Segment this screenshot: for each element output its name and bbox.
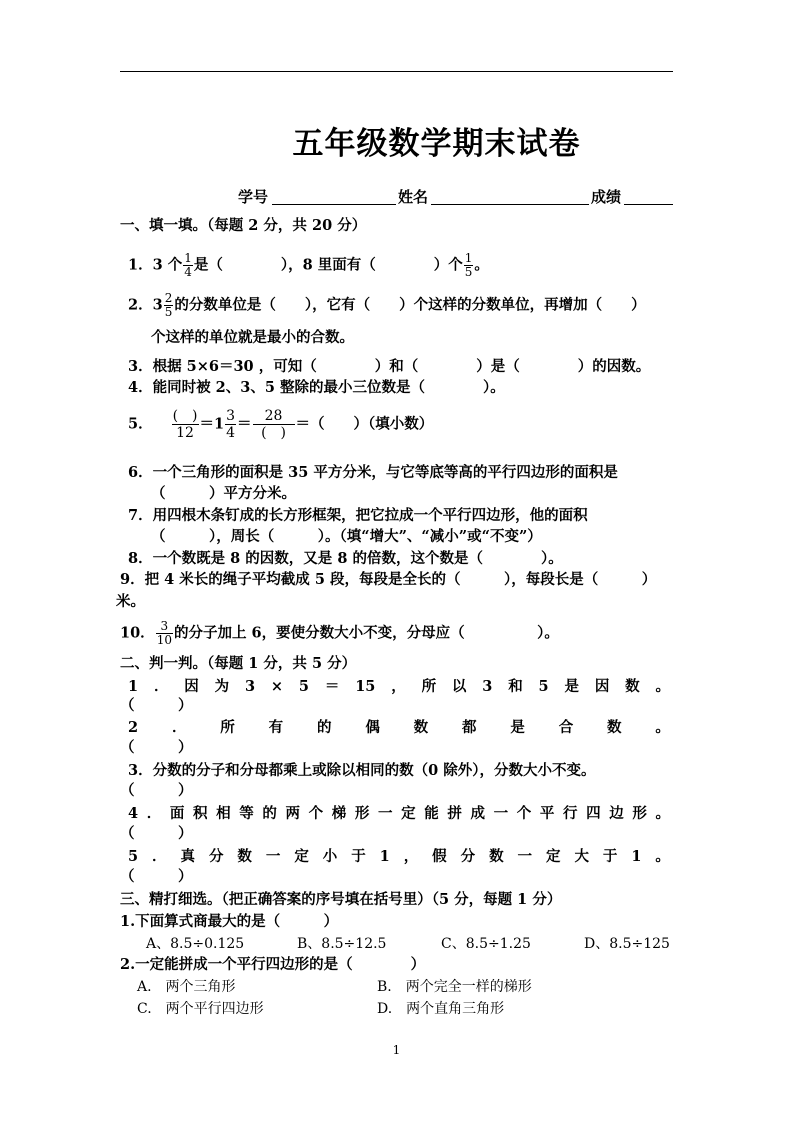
- judge-1: 1 ． 因 为 3 × 5 ＝ 15 ， 所 以 3 和 5 是 因 数 。: [128, 678, 670, 695]
- fraction: $\frac{3}{10}$: [156, 619, 172, 647]
- page-number: 1: [392, 1043, 401, 1057]
- answer-blank[interactable]: （ ）: [120, 825, 193, 842]
- page-title: 五年级数学期末试卷: [292, 126, 581, 162]
- question-8: 8．一个数既是 8 的因数，又是 8 的倍数，这个数是（ ）。: [128, 550, 563, 567]
- question-4: 4．能同时被 2、3、5 整除的最小三位数是（ ）。: [128, 379, 505, 396]
- choice-1-option-c[interactable]: C、8.5÷1.25: [441, 936, 531, 952]
- question-7-cont: （ ），周长（ ）。（填“增大”、“减小”或“不变”）: [151, 528, 542, 545]
- student-name-field[interactable]: [431, 204, 589, 205]
- score-field[interactable]: [624, 204, 673, 205]
- question-7: 7．用四根木条钉成的长方形框架，把它拉成一个平行四边形，他的面积: [128, 507, 588, 524]
- header-rule: [120, 71, 673, 72]
- question-1: 1．3 个 $\frac{1}{4}$ 是（ ），8 里面有（ ）个 $\frac{1}{5}$ 。: [128, 251, 489, 279]
- answer-blank[interactable]: （ ）: [120, 868, 193, 885]
- choice-1-stem: 1.下面算式商最大的是（ ）: [120, 913, 339, 930]
- fraction: $\frac{1}{5}$: [464, 251, 473, 279]
- question-9: 9．把 4 米长的绳子平均截成 5 段，每段是全长的（ ），每段长是（ ）: [120, 571, 657, 588]
- student-id-label: 学号: [238, 188, 269, 206]
- fraction: $\frac{28}{( )}$: [253, 408, 295, 441]
- question-2: 2．3 $\frac{2}{5}$ 的分数单位是（ ），它有（ ）个这样的分数单位，再增加（ ）: [128, 291, 646, 319]
- judge-3: 3．分数的分子和分母都乘上或除以相同的数（0 除外），分数大小不变。: [128, 762, 596, 779]
- judge-2: 2 ． 所 有 的 偶 数 都 是 合 数 。: [128, 719, 670, 736]
- answer-blank[interactable]: （ ）: [120, 782, 193, 799]
- fraction: $\frac{3}{4}$: [226, 408, 236, 441]
- answer-blank[interactable]: （ ）: [120, 697, 193, 714]
- question-3: 3．根据 5×6＝30 ，可知（ ）和（ ）是（ ）的因数。: [128, 358, 651, 375]
- answer-blank[interactable]: （ ）: [120, 739, 193, 756]
- section2-heading: 二、判一判。（每题 1 分，共 5 分）: [120, 655, 357, 672]
- score-label: 成绩: [591, 188, 622, 206]
- student-name-label: 姓名: [398, 188, 429, 206]
- question-5: 5． $\frac{( )}{12}$ ＝1 $\frac{3}{4}$ ＝ $\frac{28}{( )}$ ＝（ ）（填小数）: [128, 408, 434, 441]
- question-6: 6．一个三角形的面积是 35 平方分米，与它等底等高的平行四边形的面积是: [128, 464, 618, 481]
- section3-heading: 三、精打细选。（把正确答案的序号填在括号里）（5 分，每题 1 分）: [120, 891, 562, 908]
- fraction: $\frac{( )}{12}$: [172, 408, 198, 441]
- section1-heading: 一、填一填。（每题 2 分，共 20 分）: [120, 217, 367, 234]
- choice-1-option-b[interactable]: B、8.5÷12.5: [297, 936, 387, 952]
- question-6-cont: （ ）平方分米。: [151, 485, 296, 502]
- choice-2-option-b[interactable]: B. 两个完全一样的梯形: [377, 979, 532, 995]
- choice-2-option-c[interactable]: C. 两个平行四边形: [137, 1001, 264, 1017]
- choice-2-option-a[interactable]: A. 两个三角形: [137, 979, 236, 995]
- fraction: $\frac{2}{5}$: [164, 291, 173, 319]
- choice-2-option-d[interactable]: D. 两个直角三角形: [377, 1001, 505, 1017]
- question-9-cont: 米。: [116, 593, 145, 610]
- judge-4: 4 ． 面 积 相 等 的 两 个 梯 形 一 定 能 拼 成 一 个 平 行 四 边 形 。: [128, 805, 670, 822]
- judge-5: 5 ． 真 分 数 一 定 小 于 1 ， 假 分 数 一 定 大 于 1 。: [128, 848, 670, 865]
- student-id-field[interactable]: [272, 204, 396, 205]
- choice-1-option-a[interactable]: A、8.5÷0.125: [146, 936, 245, 952]
- choice-2-stem: 2.一定能拼成一个平行四边形的是（ ）: [120, 956, 426, 973]
- question-10: 10． $\frac{3}{10}$ 的分子加上 6，要使分数大小不变，分母应（ ）。: [120, 619, 559, 647]
- fraction: $\frac{1}{4}$: [184, 251, 192, 279]
- choice-1-option-d[interactable]: D、8.5÷125: [584, 936, 670, 952]
- question-2-cont: 个这样的单位就是最小的合数。: [151, 329, 354, 346]
